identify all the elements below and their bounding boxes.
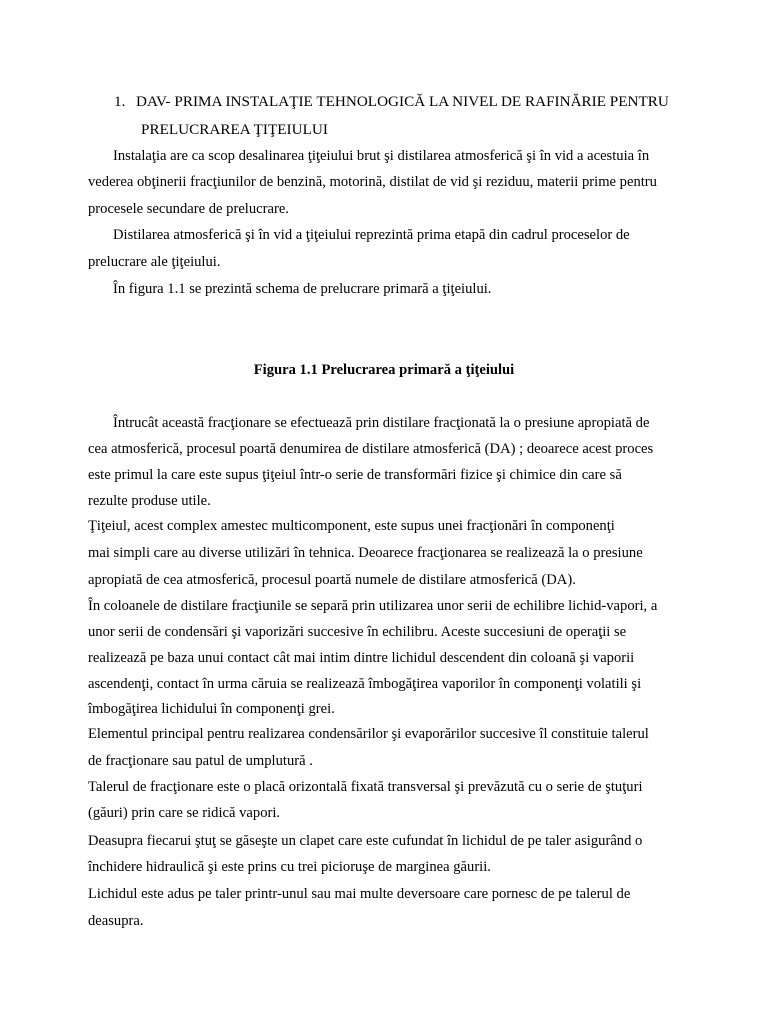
body-line-14: de fracţionare sau patul de umplutură .	[88, 753, 313, 769]
intro-line-4: Distilarea atmosferică şi în vid a ţiţeiului reprezintă prima etapă din cadrul proceselor de	[113, 227, 630, 243]
body-line-6: mai simpli care au diverse utilizări în tehnica. Deoarece fracţionarea se realizează la o presiune	[88, 545, 643, 561]
body-line-5: Ţiţeiul, acest complex amestec multicomponent, este supus unei fracţionări în componenţi	[88, 518, 615, 534]
intro-line-6: În figura 1.1 se prezintă schema de prelucrare primară a ţiţeiului.	[113, 281, 492, 297]
body-line-12: îmbogăţirea lichidului în componenţi grei.	[88, 701, 335, 717]
body-line-1: Întrucât această fracţionare se efectuează prin distilare fracţionată la o presiune apropiată de	[113, 415, 650, 431]
body-line-18: închidere hidraulică şi este prins cu trei picioruşe de marginea găurii.	[88, 859, 491, 875]
body-line-20: deasupra.	[88, 913, 144, 929]
body-line-2: cea atmosferică, procesul poartă denumirea de distilare atmosferică (DA) ; deoarece acest proces	[88, 441, 654, 457]
body-line-10: realizează pe baza unui contact cât mai intim dintre lichidul descendent din coloană şi vaporii	[88, 650, 635, 666]
body-line-13: Elementul principal pentru realizarea condensărilor şi evaporărilor succesive îl constituie talerul	[88, 726, 649, 742]
body-line-4: rezulte produse utile.	[88, 493, 211, 509]
body-line-19: Lichidul este adus pe taler printr-unul sau mai multe deversoare care pornesc de pe talerul de	[88, 886, 631, 902]
figure-caption: Figura 1.1 Prelucrarea primară a ţiţeiului	[253, 362, 515, 378]
heading-number: 1.	[114, 93, 126, 110]
intro-line-5: prelucrare ale ţiţeiului.	[88, 254, 221, 270]
body-line-15: Talerul de fracţionare este o placă orizontală fixată transversal şi prevăzută cu o serie de ştuţuri	[88, 779, 643, 795]
heading-line-1: DAV- PRIMA INSTALAŢIE TEHNOLOGICĂ LA NIVEL DE RAFINĂRIE PENTRU	[136, 93, 669, 110]
body-line-11: ascendenţi, contact în urma căruia se realizează îmbogăţirea vaporilor în componenţi volatili şi	[88, 676, 642, 692]
intro-line-1: Instalaţia are ca scop desalinarea ţiţeiului brut şi distilarea atmosferică şi în vid a acestuia în	[113, 148, 650, 164]
body-line-9: unor serii de condensări şi vaporizări succesive în echilibru. Aceste succesiuni de operaţii se	[88, 624, 627, 640]
heading-line-2: PRELUCRAREA ŢIŢEIULUI	[141, 121, 328, 138]
body-line-8: În coloanele de distilare fracţiunile se separă prin utilizarea unor serii de echilibre lichid-vapori, a	[88, 598, 658, 614]
body-line-3: este primul la care este supus ţiţeiul într-o serie de transformări fizice şi chimice din care să	[88, 467, 622, 483]
body-line-16: (găuri) prin care se ridică vapori.	[88, 805, 281, 821]
body-line-7: apropiată de cea atmosferică, procesul poartă numele de distilare atmosferică (DA).	[88, 572, 576, 588]
intro-line-2: vederea obţinerii fracţiunilor de benzină, motorină, distilat de vid şi reziduu, materii prime pentru	[88, 174, 657, 190]
body-line-17: Deasupra fiecarui ştuţ se găseşte un clapet care este cufundat în lichidul de pe taler asigurând o	[88, 833, 643, 849]
intro-line-3: procesele secundare de prelucrare.	[88, 201, 289, 217]
